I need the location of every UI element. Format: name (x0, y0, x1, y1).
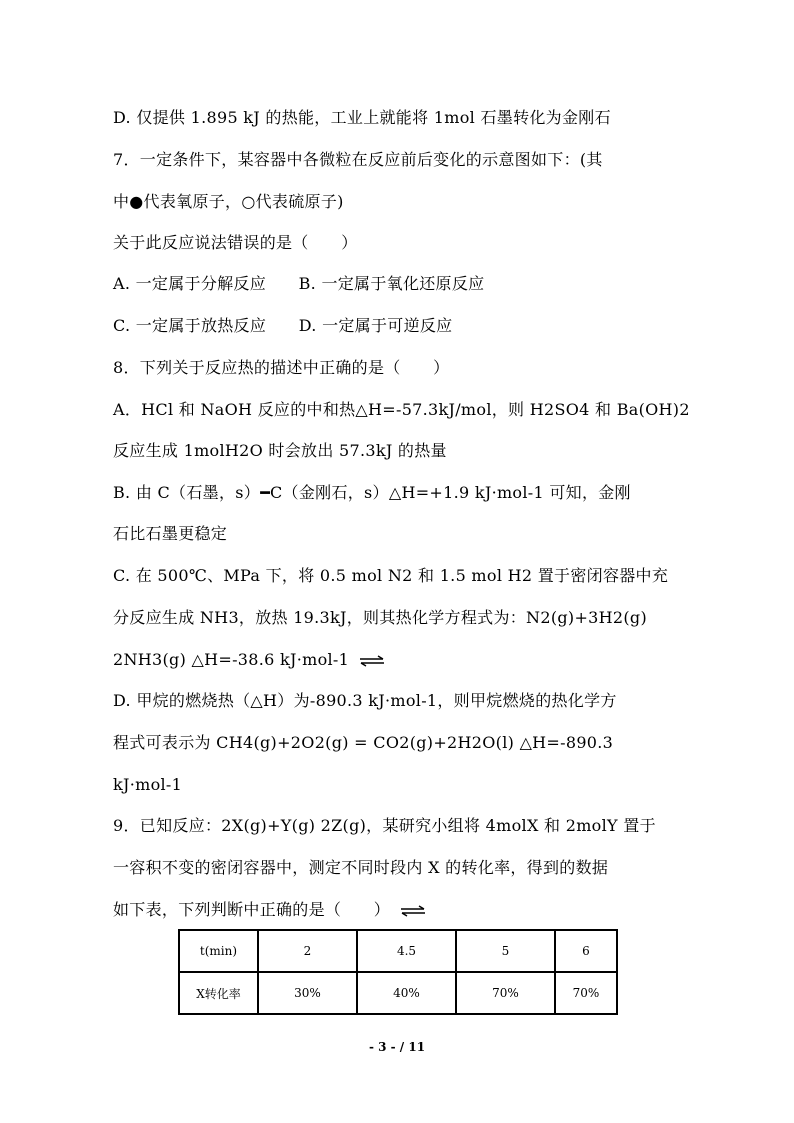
question-8-option-d-2: 程式可表示为 CH4(g)+2O2(g) = CO2(g)+2H2O(l) △H=-890.3 (113, 733, 614, 752)
table-cell: 30% (258, 972, 357, 1014)
question-9-line-3 (113, 900, 426, 920)
reversible-arrow-icon (359, 655, 385, 667)
question-8-option-b-2: 石比石墨更稳定 (113, 524, 228, 543)
text-line-1: D. 仅提供 1.895 kJ 的热能，工业上就能将 1mol 石墨转化为金刚石 (113, 108, 611, 127)
question-8-option-a-1: A．HCl 和 NaOH 反应的中和热△H=-57.3kJ/mol，则 H2SO4 和 Ba(OH)2 (113, 400, 690, 419)
table-cell: 40% (357, 972, 456, 1014)
question-8-option-c-1: C. 在 500℃、MPa 下，将 0.5 mol N2 和 1.5 mol H2 置于密闭容器中充 (113, 566, 669, 585)
table-cell: 6 (555, 930, 617, 972)
table-cell: X转化率 (179, 972, 258, 1014)
reversible-arrow-icon (400, 905, 426, 917)
table-cell: t(min) (179, 930, 258, 972)
question-7-prompt: 关于此反应说法错误的是（ ） (113, 233, 358, 252)
table-cell: 70% (555, 972, 617, 1014)
question-9-line-1: 9．已知反应：2X(g)+Y(g) 2Z(g)，某研究小组将 4molX 和 2molY 置于 (113, 816, 656, 835)
table-header-row (179, 930, 617, 972)
question-8-option-d-3: kJ·mol-1 (113, 775, 183, 794)
question-7-options-ab: A. 一定属于分解反应 B. 一定属于氧化还原反应 (113, 274, 485, 293)
page-number: - 3 - / 11 (368, 1040, 426, 1054)
question-7-options-cd: C. 一定属于放热反应 D. 一定属于可逆反应 (113, 316, 453, 335)
question-8-option-c-2: 分反应生成 NH3，放热 19.3kJ，则其热化学方程式为：N2(g)+3H2(g) (113, 608, 647, 627)
question-9-line-3-text: 如下表，下列判断中正确的是（ ） (113, 900, 391, 919)
question-9-line-2: 一容积不变的密闭容器中，测定不同时段内 X 的转化率，得到的数据 (113, 858, 609, 877)
table-cell: 4.5 (357, 930, 456, 972)
question-8-option-d-1: D. 甲烷的燃烧热（△H）为-890.3 kJ·mol-1，则甲烷燃烧的热化学方 (113, 691, 617, 710)
table-cell: 70% (456, 972, 555, 1014)
table-cell: 5 (456, 930, 555, 972)
question-7-line-2: 中●代表氧原子，○代表硫原子) (113, 192, 344, 211)
question-8-option-a-2: 反应生成 1molH2O 时会放出 57.3kJ 的热量 (113, 441, 447, 460)
question-8-option-b-1: B. 由 C（石墨，s）━C（金刚石，s）△H=+1.9 kJ·mol-1 可知，金刚 (113, 483, 631, 502)
table-row (179, 972, 617, 1014)
question-8-title: 8．下列关于反应热的描述中正确的是（ ） (113, 358, 450, 377)
table-cell: 2 (258, 930, 357, 972)
question-7-line-1: 7．一定条件下，某容器中各微粒在反应前后变化的示意图如下：(其 (113, 150, 603, 169)
question-8-option-c-3 (113, 650, 385, 670)
question-8-option-c-3-text: 2NH3(g) △H=-38.6 kJ·mol-1 (113, 650, 350, 669)
conversion-table (178, 929, 618, 1015)
